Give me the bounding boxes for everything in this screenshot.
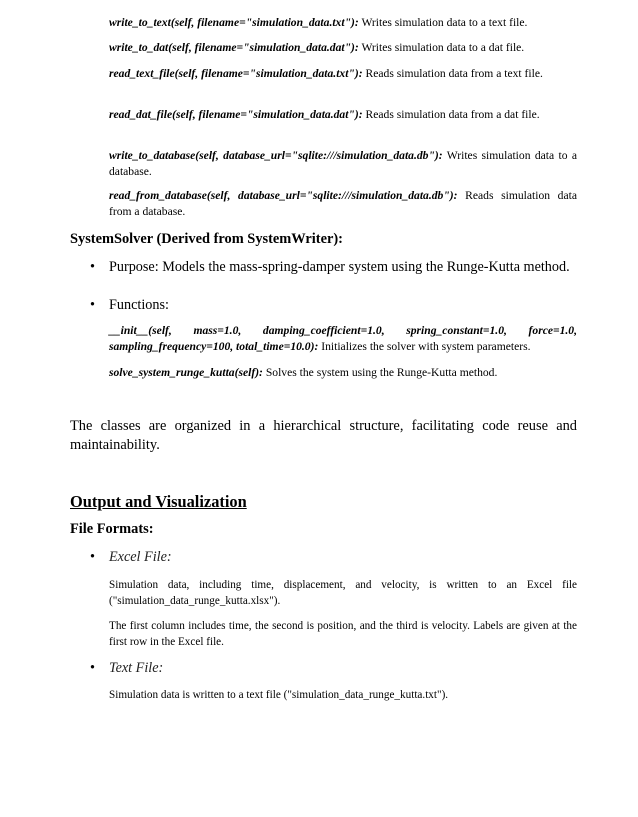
method-signature: read_from_database(self, database_url="sqlite:///simulation_data.db"): bbox=[109, 189, 458, 202]
bullet-icon bbox=[90, 548, 95, 566]
method-read-text-file bbox=[109, 66, 577, 82]
text-file-item bbox=[109, 659, 577, 677]
method-signature: solve_system_runge_kutta(self): bbox=[109, 366, 263, 379]
section-title: Output and Visualization bbox=[70, 492, 247, 511]
summary-paragraph: The classes are organized in a hierarchical structure, facilitating code reuse and maintainability. bbox=[70, 418, 577, 453]
method-read-dat-file bbox=[109, 107, 577, 123]
method-solve-runge-kutta bbox=[109, 365, 577, 381]
bullet-icon bbox=[90, 659, 95, 677]
method-description: Writes simulation data to a dat file. bbox=[358, 41, 525, 54]
method-init bbox=[109, 323, 577, 355]
method-signature: read_dat_file(self, filename="simulation_data.dat"): bbox=[109, 108, 363, 121]
method-signature: write_to_dat(self, filename="simulation_data.dat"): bbox=[109, 41, 359, 54]
solver-purpose-item bbox=[109, 258, 577, 276]
method-write-to-text bbox=[109, 15, 577, 31]
method-description: Initializes the solver with system parameters. bbox=[318, 340, 531, 353]
method-description: Reads simulation data from a text file. bbox=[362, 67, 543, 80]
method-signature: __init__(self, mass=1.0, damping_coefficient=1.0, spring_constant=1.0, force=1.0, sampling_frequency=100, total_time=10.0): bbox=[109, 324, 577, 353]
method-description: Reads simulation data from a dat file. bbox=[362, 108, 540, 121]
method-write-to-database bbox=[109, 148, 577, 180]
text-file-description: Simulation data is written to a text file ("simulation_data_runge_kutta.txt"). bbox=[109, 689, 449, 701]
solver-purpose-text: Purpose: Models the mass-spring-damper system using the Runge-Kutta method. bbox=[109, 259, 570, 275]
file-formats-heading: File Formats: bbox=[70, 521, 154, 537]
solver-heading: SystemSolver (Derived from SystemWriter): bbox=[70, 231, 343, 247]
method-description: Solves the system using the Runge-Kutta method. bbox=[262, 366, 498, 379]
method-read-from-database bbox=[109, 188, 577, 220]
method-signature: write_to_database(self, database_url="sqlite:///simulation_data.db"): bbox=[109, 149, 443, 162]
method-write-to-dat bbox=[109, 40, 577, 56]
excel-file-item bbox=[109, 548, 577, 566]
method-description: Writes simulation data to a text file. bbox=[358, 16, 528, 29]
bullet-icon bbox=[90, 296, 95, 314]
method-description: Writes simulation data to a database. bbox=[109, 149, 577, 178]
method-signature: write_to_text(self, filename="simulation_data.txt"): bbox=[109, 16, 359, 29]
text-file-label: Text File: bbox=[109, 660, 164, 676]
solver-functions-label: Functions: bbox=[109, 297, 169, 313]
excel-description-1: Simulation data, including time, displacement, and velocity, is written to an Excel file ("simulation_data_runge_kutta.xlsx"). bbox=[109, 579, 577, 607]
solver-functions-item bbox=[109, 296, 577, 314]
excel-description-2: The first column includes time, the second is position, and the third is velocity. Labels are given at the first row in the Excel file. bbox=[109, 620, 577, 648]
method-signature: read_text_file(self, filename="simulation_data.txt"): bbox=[109, 67, 363, 80]
excel-file-label: Excel File: bbox=[109, 549, 172, 565]
bullet-icon bbox=[90, 258, 95, 276]
method-description: Reads simulation data from a database. bbox=[109, 189, 577, 218]
